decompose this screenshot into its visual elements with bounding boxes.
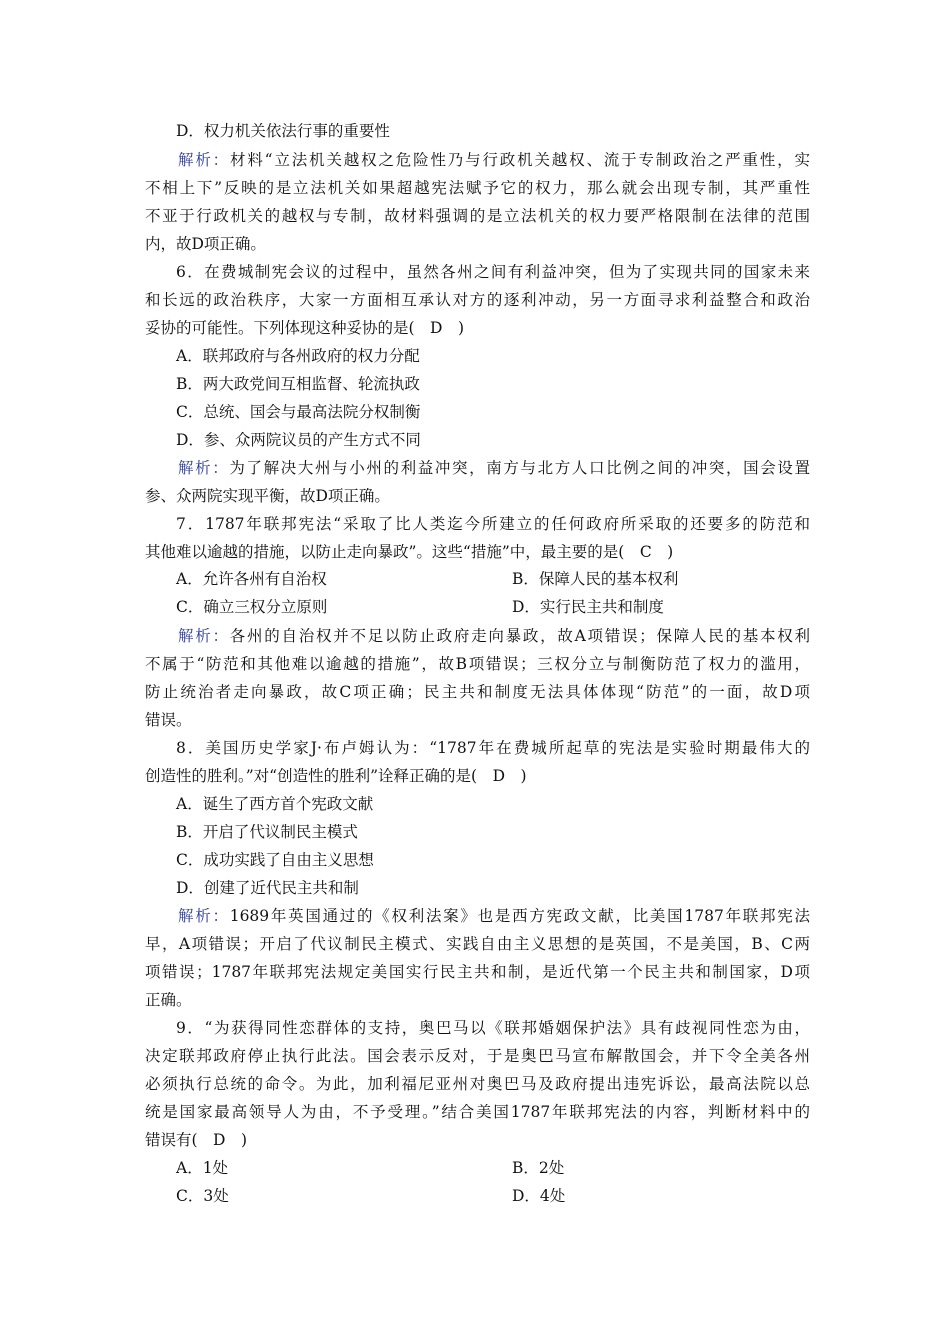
q9-stem-line-5: 错误有( D ) xyxy=(145,1131,248,1149)
analysis-label: 解析： xyxy=(178,627,230,645)
q8-option-c: C．成功实践了自由主义思想 xyxy=(176,851,374,869)
q6-stem-line-1: 6．在费城制宪会议的过程中，虽然各州之间有利益冲突，但为了实现共同的国家未来 xyxy=(176,263,810,281)
q6-analysis-line-1: 解析：为了解决大州与小州的利益冲突，南方与北方人口比例之间的冲突，国会设置 xyxy=(178,459,810,477)
q8-analysis-line-4: 正确。 xyxy=(145,991,192,1009)
q9-stem-line-2: 决定联邦政府停止执行此法。国会表示反对，于是奥巴马宣布解散国会，并下令全美各州 xyxy=(145,1047,810,1065)
prev-analysis-line-3: 不亚于行政机关的越权与专制，故材料强调的是立法机关的权力要严格限制在法律的范围 xyxy=(145,207,810,225)
q8-analysis-line-2: 早，A项错误；开启了代议制民主模式、实践自由主义思想的是英国，不是美国，B、C两 xyxy=(145,935,810,953)
q7-option-a: A．允许各州有自治权 xyxy=(176,570,327,588)
q7-option-c: C．确立三权分立原则 xyxy=(176,598,328,616)
q9-option-d: D．4处 xyxy=(512,1187,566,1205)
q7-analysis-line-4: 错误。 xyxy=(145,711,192,729)
q8-analysis-line-3: 项错误；1787年联邦宪法规定美国实行民主共和制，是近代第一个民主共和制国家，D项 xyxy=(145,963,810,981)
q6-stem-line-2: 和长远的政治秩序，大家一方面相互承认对方的逐利冲动，另一方面寻求利益整合和政治 xyxy=(145,291,810,309)
q6-option-c: C．总统、国会与最高法院分权制衡 xyxy=(176,403,421,421)
q6-option-d: D．参、众两院议员的产生方式不同 xyxy=(176,431,421,449)
q8-option-b: B．开启了代议制民主模式 xyxy=(176,823,358,841)
analysis-label: 解析： xyxy=(178,459,230,477)
q7-stem-line-2: 其他难以逾越的措施，以防止走向暴政”。这些“措施”中，最主要的是( C ) xyxy=(145,543,674,561)
q7-analysis-line-3: 防止统治者走向暴政，故C项正确；民主共和制度无法具体体现“防范”的一面，故D项 xyxy=(145,683,810,701)
q9-stem-line-1: 9．“为获得同性恋群体的支持，奥巴马以《联邦婚姻保护法》具有歧视同性恋为由， xyxy=(176,1019,810,1037)
analysis-label: 解析： xyxy=(178,151,231,169)
prev-analysis-line-1: 解析：材料“立法机关越权之危险性乃与行政机关越权、流于专制政治之严重性，实 xyxy=(178,151,810,169)
q8-stem-line-2: 创造性的胜利。”对“创造性的胜利”诠释正确的是( D ) xyxy=(145,767,527,785)
q6-option-a: A．联邦政府与各州政府的权力分配 xyxy=(176,347,420,365)
q6-option-b: B．两大政党间互相监督、轮流执政 xyxy=(176,375,420,393)
q7-option-d: D．实行民主共和制度 xyxy=(512,598,664,616)
analysis-label: 解析： xyxy=(178,907,230,925)
q7-option-b: B．保障人民的基本权利 xyxy=(512,570,679,588)
q7-stem-line-1: 7．1787年联邦宪法“采取了比人类迄今所建立的任何政府所采取的还要多的防范和 xyxy=(176,515,810,533)
q8-option-d: D．创建了近代民主共和制 xyxy=(176,879,359,897)
q6-stem-line-3: 妥协的可能性。下列体现这种妥协的是( D ) xyxy=(145,319,465,337)
q8-stem-line-1: 8．美国历史学家J·布卢姆认为：“1787年在费城所起草的宪法是实验时期最伟大的 xyxy=(176,739,810,757)
q9-option-a: A．1处 xyxy=(176,1159,229,1177)
q9-stem-line-4: 统是国家最高领导人为由，不予受理。”结合美国1787年联邦宪法的内容，判断材料中的 xyxy=(145,1103,810,1121)
q6-analysis-line-2: 参、众两院实现平衡，故D项正确。 xyxy=(145,487,390,505)
q8-option-a: A．诞生了西方首个宪政文献 xyxy=(176,795,374,813)
q7-analysis-line-1: 解析：各州的自治权并不足以防止政府走向暴政，故A项错误；保障人民的基本权利 xyxy=(178,627,810,645)
prev-analysis-line-4: 内，故D项正确。 xyxy=(145,235,266,253)
q9-option-b: B．2处 xyxy=(512,1159,565,1177)
q9-stem-line-3: 必须执行总统的命令。为此，加利福尼亚州对奥巴马及政府提出违宪诉讼，最高法院以总 xyxy=(145,1075,810,1093)
prev-option-d: D．权力机关依法行事的重要性 xyxy=(176,122,390,140)
prev-analysis-line-2: 不相上下”反映的是立法机关如果超越宪法赋予它的权力，那么就会出现专制，其严重性 xyxy=(145,179,810,197)
q9-option-c: C．3处 xyxy=(176,1187,229,1205)
q7-analysis-line-2: 不属于“防范和其他难以逾越的措施”，故B项错误；三权分立与制衡防范了权力的滥用， xyxy=(145,655,810,673)
q8-analysis-line-1: 解析：1689年英国通过的《权利法案》也是西方宪政文献，比美国1787年联邦宪法 xyxy=(178,907,810,925)
